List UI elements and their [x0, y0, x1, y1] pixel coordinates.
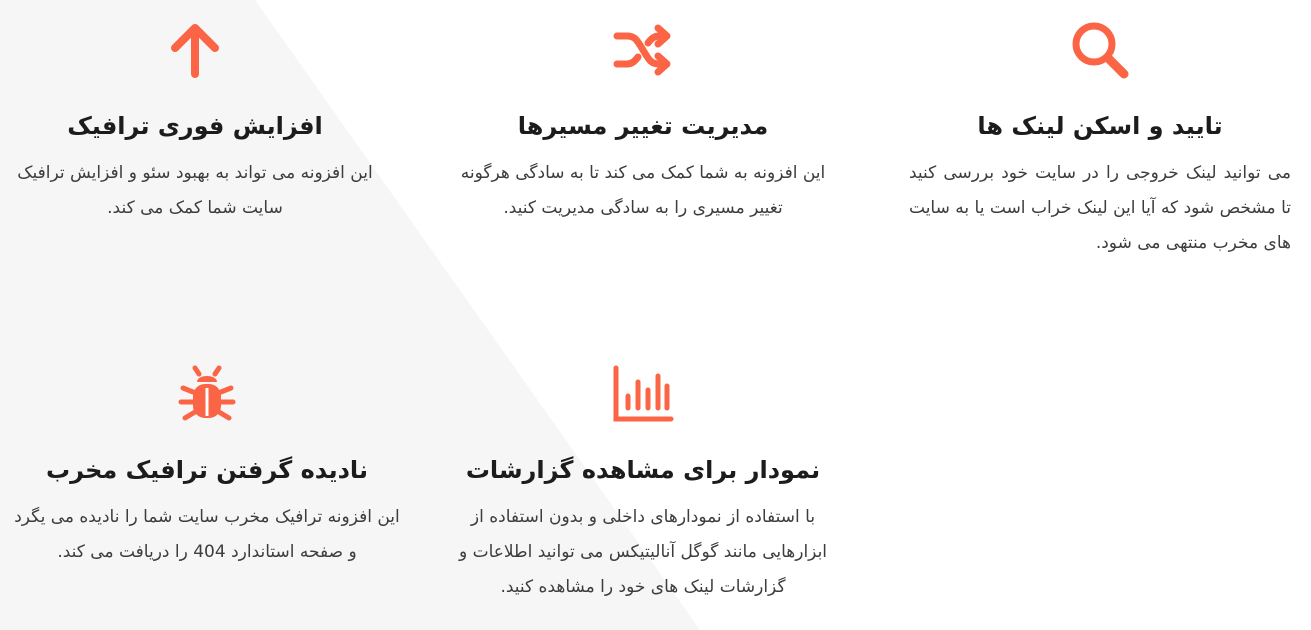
feature-title: تایید و اسکن لینک ها — [977, 112, 1223, 140]
shuffle-icon — [611, 18, 675, 82]
feature-card-reports-chart — [448, 362, 838, 605]
feature-description: می توانید لینک خروجی را در سایت خود بررسی کنید تا مشخص شود که آیا این لینک خراب است یا به سایت های مخرب منتهی می شود. — [909, 163, 1291, 253]
feature-title: نادیده گرفتن ترافیک مخرب — [46, 456, 368, 484]
feature-title: نمودار برای مشاهده گزارشات — [465, 456, 821, 484]
search-icon — [1068, 18, 1132, 82]
arrow-up-icon — [163, 18, 227, 82]
feature-card-link-scan — [905, 18, 1295, 261]
feature-title: افزایش فوری ترافیک — [67, 112, 323, 140]
feature-description: با استفاده از نمودارهای داخلی و بدون استفاده از ابزارهایی مانند گوگل آنالیتیکس می توانید اطلاعات و گزارشات لینک های خود را مشاهده کنید. — [458, 507, 828, 597]
feature-card-malicious-traffic — [12, 362, 402, 570]
feature-description: این افزونه به شما کمک می کند تا به سادگی هرگونه تغییر مسیری را به سادگی مدیریت کنید. — [460, 163, 826, 218]
bug-icon — [175, 362, 239, 426]
feature-description: این افزونه می تواند به بهبود سئو و افزایش ترافیک سایت شما کمک می کند. — [17, 163, 373, 218]
feature-card-redirects — [448, 18, 838, 226]
feature-description: این افزونه ترافیک مخرب سایت شما را نادیده می یگرد و صفحه استاندارد 404 را دریافت می کند. — [14, 507, 400, 562]
feature-title: مدیریت تغییر مسیرها — [517, 112, 769, 140]
feature-card-traffic — [0, 18, 390, 226]
bar-chart-icon — [611, 362, 675, 426]
